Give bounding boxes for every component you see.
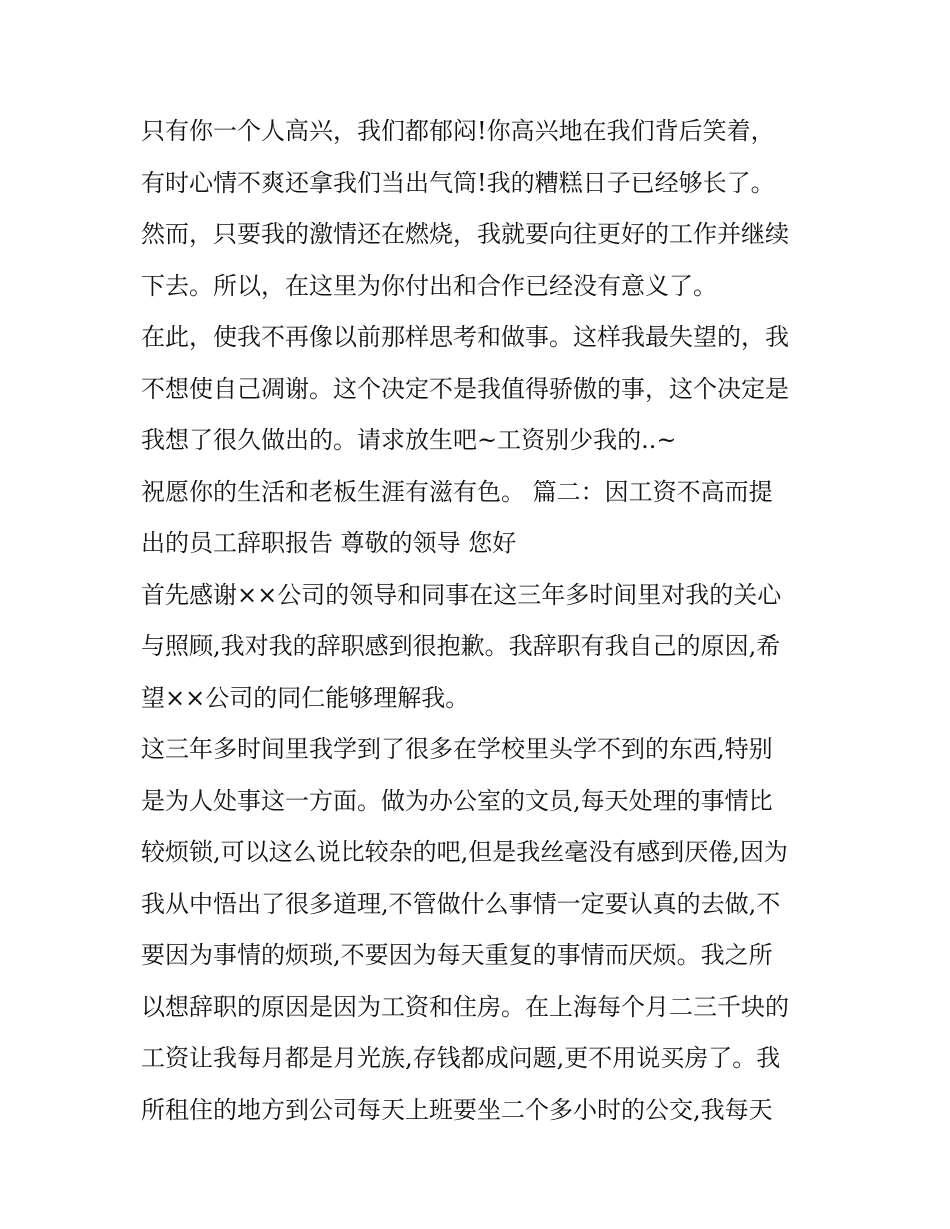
text-line: 只有你一个人高兴，我们都郁闷!你高兴地在我们背后笑着， <box>141 117 775 145</box>
text-line: 所租住的地方到公司每天上班要坐二个多小时的公交,我每天 <box>141 1095 773 1124</box>
text-line: 以想辞职的原因是因为工资和住房。在上海每个月二三千块的 <box>141 992 789 1021</box>
text-line: 在此，使我不再像以前那样思考和做事。这样我最失望的，我 <box>141 323 789 351</box>
text-line: 不想使自己凋谢。这个决定不是我值得骄傲的事，这个决定是 <box>141 374 789 403</box>
text-line: 与照顾,我对我的辞职感到很抱歉。我辞职有我自己的原因,希 <box>141 632 781 660</box>
text-line: 要因为事情的烦琐,不要因为每天重复的事情而厌烦。我之所 <box>141 941 773 969</box>
text-line: 首先感谢××公司的领导和同事在这三年多时间里对我的关心 <box>141 580 782 609</box>
text-line: 较烦锁,可以这么说比较杂的吧,但是我丝毫没有感到厌倦,因为 <box>141 838 788 866</box>
text-line: 然而，只要我的激情还在燃烧，我就要向往更好的工作并继续 <box>141 220 789 248</box>
text-line: 望××公司的同仁能够理解我。 <box>141 683 470 712</box>
body-text <box>141 106 821 1136</box>
text-line: 我想了很久做出的。请求放生吧~工资别少我的..~ <box>141 426 677 454</box>
text-line: 工资让我每月都是月光族,存钱都成问题,更不用说买房了。我 <box>141 1044 781 1072</box>
text-line: 下去。所以，在这里为你付出和合作已经没有意义了。 <box>141 271 717 300</box>
text-line: 是为人处事这一方面。做为办公室的文员,每天处理的事情比 <box>141 786 773 815</box>
text-line: 这三年多时间里我学到了很多在学校里头学不到的东西,特别 <box>141 735 773 763</box>
text-line: 我从中悟出了很多道理,不管做什么事情一定要认真的去做,不 <box>141 889 781 918</box>
text-line: 祝愿你的生活和老板生涯有滋有色。 篇二：因工资不高而提 <box>141 477 773 506</box>
text-line: 出的员工辞职报告 尊敬的领导 您好 <box>141 529 517 557</box>
text-line: 有时心情不爽还拿我们当出气筒!我的糟糕日子已经够长了。 <box>141 168 775 197</box>
